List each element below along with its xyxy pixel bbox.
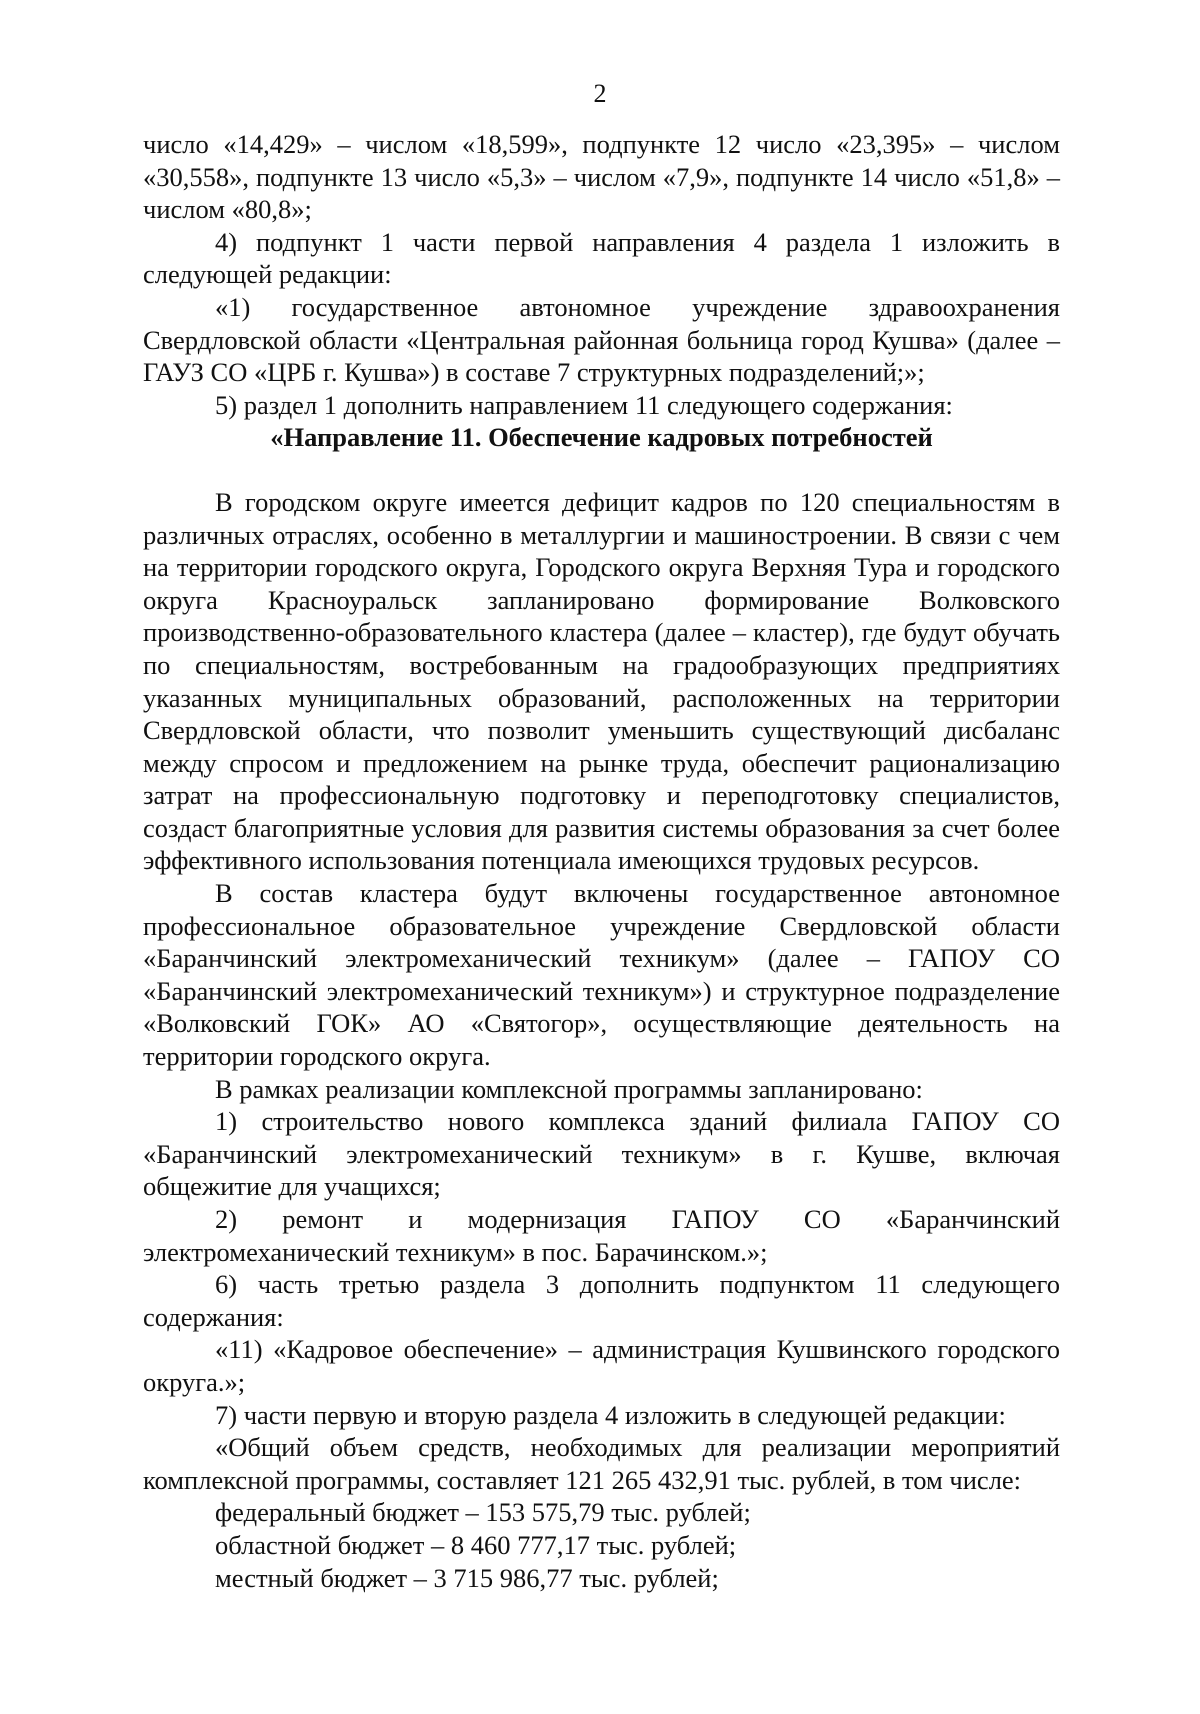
budget-line-regional: областной бюджет – 8 460 777,17 тыс. рублей; <box>215 1529 737 1560</box>
paragraph: В состав кластера будут включены государственное автономное профессиональное образовательное учреждение Свердловской области «Баранчинский электромеханический техникум» (далее – ГАПОУ СО «Баранчинский электромеханический техникум») и структурное подразделение «Волковский ГОК» АО «Святогор», осуществляющие деятельность на территории городского округа. <box>143 878 1060 1072</box>
budget-line-local: местный бюджет – 3 715 986,77 тыс. рублей; <box>215 1562 719 1593</box>
paragraph: 6) часть третью раздела 3 дополнить подпунктом 11 следующего содержания: <box>143 1269 1060 1332</box>
paragraph: В городском округе имеется дефицит кадров по 120 специальностям в различных отраслях, особенно в металлургии и машиностроении. В связи с чем на территории городского округа, Городского округа Верхняя Тура и городского округа Красноуральск запланировано формирование Волковского производственно-образовательного кластера (далее – кластер), где будут обучать по специальностям, востребованным на градообразующих предприятиях указанных муниципальных образований, расположенных на территории Свердловской области, что позволит уменьшить существующий дисбаланс между спросом и предложением на рынке труда, обеспечит рационализацию затрат на профессиональную подготовку и переподготовку специалистов, создаст благоприятные условия для развития системы образования за счет более эффективного использования потенциала имеющихся трудовых ресурсов. <box>143 486 1060 876</box>
paragraph: «Общий объем средств, необходимых для реализации мероприятий комплексной программы, составляет 121 265 432,91 тыс. рублей, в том числе: <box>143 1432 1060 1495</box>
paragraph: В рамках реализации комплексной программы запланировано: <box>215 1073 923 1104</box>
paragraph: «1) государственное автономное учреждение здравоохранения Свердловской области «Центральная районная больница город Кушва» (далее – ГАУЗ СО «ЦРБ г. Кушва») в составе 7 структурных подразделений;»; <box>143 291 1060 388</box>
page-number: 2 <box>593 79 607 108</box>
list-item: 1) строительство нового комплекса зданий филиала ГАПОУ СО «Баранчинский электромеханический техникум» в г. Кушве, включая общежитие для учащихся; <box>143 1106 1060 1202</box>
list-item: 2) ремонт и модернизация ГАПОУ СО «Баранчинский электромеханический техникум» в пос. Барачинском.»; <box>143 1204 1060 1267</box>
section-heading: «Направление 11. Обеспечение кадровых потребностей <box>270 422 933 453</box>
budget-line-federal: федеральный бюджет – 153 575,79 тыс. рублей; <box>215 1497 751 1528</box>
paragraph: число «14,429» – числом «18,599», подпункте 12 число «23,395» – числом «30,558», подпункте 13 число «5,3» – числом «7,9», подпункте 14 число «51,8» – числом «80,8»; <box>143 129 1060 225</box>
paragraph: 4) подпункт 1 части первой направления 4 раздела 1 изложить в следующей редакции: <box>143 226 1060 290</box>
paragraph: 7) части первую и вторую раздела 4 изложить в следующей редакции: <box>215 1399 1006 1430</box>
paragraph: 5) раздел 1 дополнить направлением 11 следующего содержания: <box>215 389 953 420</box>
paragraph: «11) «Кадровое обеспечение» – администрация Кушвинского городского округа.»; <box>143 1334 1060 1397</box>
document-body <box>143 128 1060 1594</box>
